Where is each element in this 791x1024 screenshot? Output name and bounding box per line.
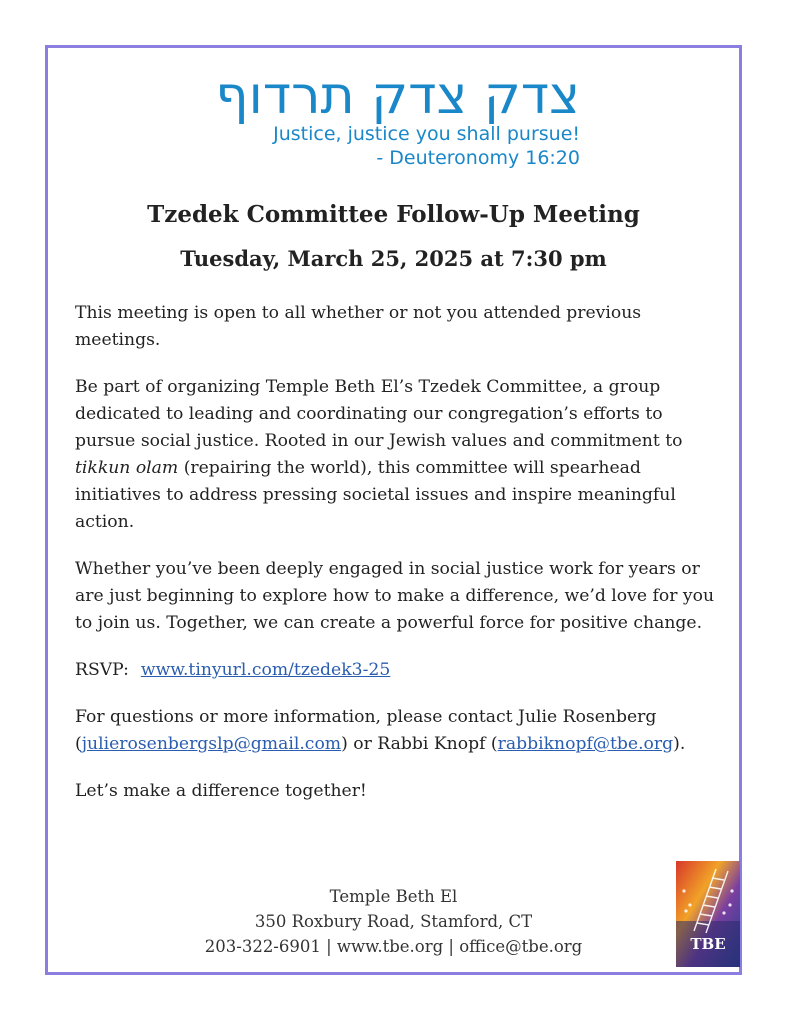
contact-text: ) or Rabbi Knopf ( <box>341 734 498 754</box>
rabbi-email-link[interactable]: rabbiknopf@tbe.org <box>497 734 674 754</box>
footer <box>45 884 742 959</box>
logo-text: TBE <box>690 935 726 953</box>
tbe-ladder-logo-icon <box>676 861 740 967</box>
quote-line: Justice, justice you shall pursue! <box>273 123 580 145</box>
julie-email-link[interactable]: julierosenbergslp@gmail.com <box>81 734 342 754</box>
rsvp-label: RSVP: <box>75 660 129 680</box>
paragraph-text: Be part of organizing Temple Beth El’s Tzedek Committee, a group dedicated to leading and coordinating our congregation’s efforts to pursue social justice. Rooted in our Jewish values and commitment to <box>75 377 683 451</box>
event-date: Tuesday, March 25, 2025 at 7:30 pm <box>180 246 607 271</box>
paragraph-text: (repairing the world), this committee will spearhead initiatives to address pressing societal issues and inspire meaningful action. <box>75 458 676 532</box>
paragraph-open-to-all: This meeting is open to all whether or not you attended previous meetings. <box>75 303 642 350</box>
header-quote <box>180 122 580 170</box>
footer-contact: 203-322-6901 | www.tbe.org | office@tbe.org <box>204 937 583 956</box>
rsvp-link[interactable]: www.tinyurl.com/tzedek3-25 <box>140 660 391 680</box>
italic-term: tikkun olam <box>75 458 179 478</box>
paragraph-invitation: Whether you’ve been deeply engaged in social justice work for years or are just beginning to explore how to make a difference, we’d love for you to join us. Together, we can create a powerful force for positive change. <box>75 559 715 633</box>
page-title: Tzedek Committee Follow-Up Meeting <box>147 201 640 228</box>
contact-paragraph <box>75 704 725 758</box>
footer-org: Temple Beth El <box>329 887 458 906</box>
hebrew-heading: צדק צדק תרדוף <box>215 66 580 126</box>
rsvp-line <box>75 657 725 684</box>
footer-address: 350 Roxbury Road, Stamford, CT <box>254 912 533 931</box>
contact-text: ). <box>673 734 686 754</box>
body-text <box>75 300 725 825</box>
closing-line: Let’s make a difference together! <box>75 781 367 801</box>
contact-text: For questions or more information, please contact Julie Rosenberg ( <box>75 707 657 754</box>
paragraph-organizing <box>75 374 725 536</box>
quote-source: - Deuteronomy 16:20 <box>376 147 580 169</box>
